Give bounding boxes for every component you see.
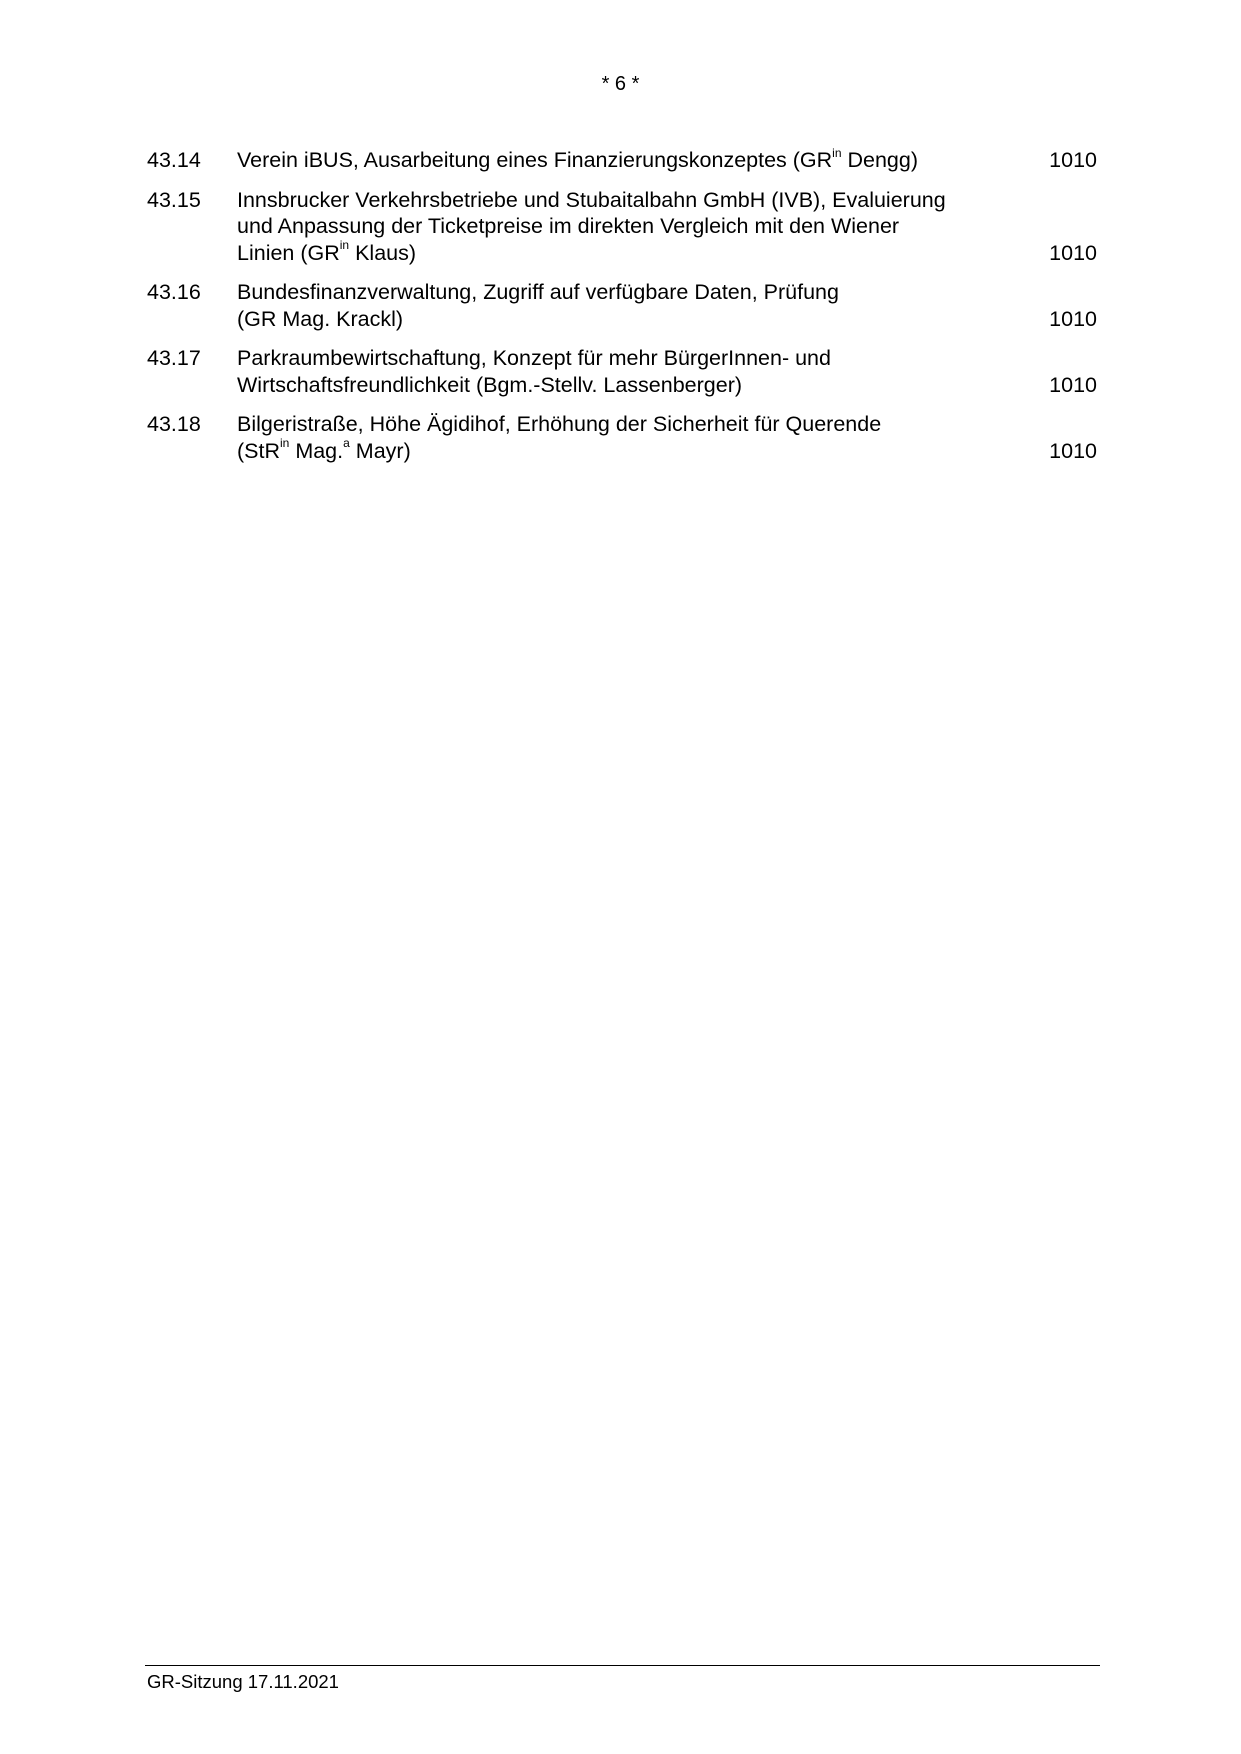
entry-number: 43.14 xyxy=(147,148,201,172)
entry-title xyxy=(237,345,1012,398)
footer-divider xyxy=(145,1665,1100,1666)
page-number: * 6 * xyxy=(601,73,640,95)
entry-title-line: Wirtschaftsfreundlichkeit (Bgm.-Stellv. Lassenberger) xyxy=(237,372,743,397)
entry-title xyxy=(237,187,1012,267)
entry-title-line: (StR$^{in}$ Mag.$^a$ Mayr) xyxy=(237,436,411,463)
superscript: a xyxy=(343,436,350,451)
entry-title-line: und Anpassung der Ticketpreise im direkten Vergleich mit den Wiener xyxy=(237,214,900,238)
toc-entry xyxy=(147,187,1097,267)
toc-entry xyxy=(147,345,1097,398)
entry-page-number: 1010 xyxy=(1049,240,1097,265)
entry-title xyxy=(237,147,1012,174)
entry-page-number: 1010 xyxy=(1049,306,1097,331)
footer-session-date: GR-Sitzung 17.11.2021 xyxy=(147,1671,339,1692)
entry-number: 43.15 xyxy=(147,187,201,212)
entry-title-line: (GR Mag. Krackl) xyxy=(237,306,404,331)
entry-number: 43.17 xyxy=(147,346,201,370)
entry-number: 43.16 xyxy=(147,280,201,304)
toc-entry xyxy=(147,279,1097,332)
table-of-contents xyxy=(147,147,1097,477)
toc-entry xyxy=(147,411,1097,464)
entry-title xyxy=(237,279,1012,332)
toc-entry xyxy=(147,147,1097,174)
entry-title-line: Bundesfinanzverwaltung, Zugriff auf verfügbare Daten, Prüfung xyxy=(237,280,839,304)
entry-page-number: 1010 xyxy=(1049,438,1097,463)
entry-title-line: Linien ($GR^{in}$ Klaus) xyxy=(237,238,417,265)
superscript: in xyxy=(339,238,350,253)
entry-page-number: 1010 xyxy=(1049,372,1097,397)
entry-title xyxy=(237,411,1012,464)
entry-number: 43.18 xyxy=(147,412,201,436)
entry-page-number: 1010 xyxy=(1049,148,1097,172)
superscript: in xyxy=(280,436,290,451)
entry-title-line: Parkraumbewirtschaftung, Konzept für mehr BürgerInnen- und xyxy=(237,346,831,370)
entry-title-line: Innsbrucker Verkehrsbetriebe und Stubaitalbahn GmbH (IVB), Evaluierung xyxy=(237,187,946,212)
entry-title-line: Bilgeristraße, Höhe Ägidihof, Erhöhung der Sicherheit für Querende xyxy=(237,412,882,436)
superscript: in xyxy=(832,145,842,160)
entry-title-line: Verein iBUS, Ausarbeitung eines Finanzierungskonzeptes ($GR^{in}$ Dengg) xyxy=(237,145,919,172)
